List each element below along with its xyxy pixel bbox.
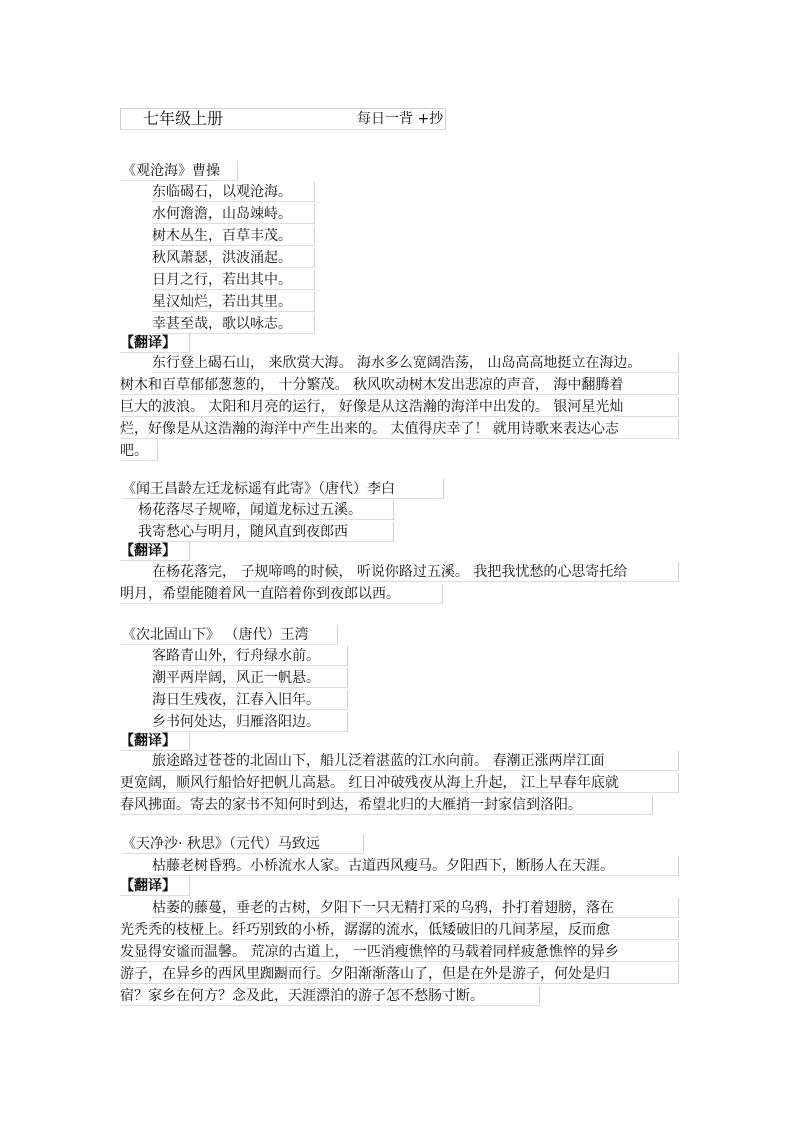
poem-line: 杨花落尽子规啼，闻道龙标过五溪。 (138, 500, 394, 520)
grade-title: 七年级上册 (143, 109, 224, 128)
translation-line: 烂，好像是从这浩瀚的海洋中产生出来的。 太值得庆幸了！ 就用诗歌来表达心志 (120, 419, 679, 439)
poem-line: 幸甚至哉，歌以咏志。 (152, 314, 315, 334)
poem-title: 《闻王昌龄左迁龙标遥有此寄》（唐代）李白 (122, 479, 444, 499)
poem-line: 潮平两岸阔，风正一帆悬。 (152, 668, 348, 688)
poem-line: 海日生残夜，江春入旧年。 (152, 690, 348, 710)
translation-label: 【翻译】 (120, 731, 190, 751)
poem-line: 东临碣石，以观沧海。 (152, 182, 315, 202)
translation-line: 游子，在异乡的西风里踟蹰而行。夕阳渐渐落山了，但是在外是游子，何处是归 (120, 964, 679, 984)
poem-line: 客路青山外，行舟绿水前。 (152, 646, 348, 666)
translation-line: 东行登上碣石山， 来欣赏大海。 海水多么宽阔浩荡， 山岛高高地挺立在海边。 (152, 353, 679, 373)
header-subtitle: 每日一背 +抄 (357, 111, 444, 127)
translation-label: 【翻译】 (120, 333, 190, 353)
translation-line: 明月，希望能随着风一直陪着你到夜郎以西。 (120, 584, 443, 604)
poem-line: 枯藤老树昏鸦。小桥流水人家。古道西风瘦马。夕阳西下，断肠人在天涯。 (152, 856, 679, 876)
translation-line: 枯萎的藤蔓，垂老的古树，夕阳下一只无精打采的乌鸦，扑打着翅膀，落在 (152, 898, 679, 918)
poem-line: 秋风萧瑟，洪波涌起。 (152, 248, 315, 268)
poem-title: 《次北固山下》 （唐代）王湾 (122, 625, 338, 645)
poem-line: 我寄愁心与明月，随风直到夜郎西 (138, 522, 394, 542)
translation-line: 春风拂面。寄去的家书不知何时到达，希望北归的大雁捎一封家信到洛阳。 (120, 795, 653, 815)
poem-title: 《天净沙· 秋思》（元代）马致远 (122, 834, 364, 854)
translation-line: 更宽阔，顺风行船恰好把帆儿高悬。 红日冲破残夜从海上升起， 江上早春年底就 (120, 773, 679, 793)
poem-line: 日月之行，若出其中。 (152, 270, 315, 290)
poem-line: 水何澹澹，山岛竦峙。 (152, 204, 315, 224)
translation-line: 发显得安谧而温馨。 荒凉的古道上， 一匹消瘦憔悴的马载着同样疲惫憔悴的异乡 (120, 942, 679, 962)
translation-line: 在杨花落完， 子规啼鸣的时候， 听说你路过五溪。 我把我忧愁的心思寄托给 (152, 562, 679, 582)
translation-line: 树木和百草郁郁葱葱的， 十分繁茂。 秋风吹动树木发出悲凉的声音， 海中翻腾着 (120, 375, 679, 395)
translation-line: 光秃秃的枝桠上。纤巧别致的小桥，潺潺的流水，低矮破旧的几间茅屋，反而愈 (120, 920, 679, 940)
translation-line: 吧。 (120, 441, 158, 461)
translation-line: 宿？家乡在何方？念及此，天涯漂泊的游子怎不愁肠寸断。 (120, 986, 540, 1006)
poem-title: 《观沧海》曹操 (122, 161, 238, 181)
translation-line: 旅途路过苍苍的北固山下，船儿泛着湛蓝的江水向前。 春潮正涨两岸江面 (152, 751, 679, 771)
poem-line: 乡书何处达，归雁洛阳边。 (152, 712, 348, 732)
poem-line: 树木丛生，百草丰茂。 (152, 226, 315, 246)
translation-line: 巨大的波浪。 太阳和月亮的运行， 好像是从这浩瀚的海洋中出发的。 银河星光灿 (120, 397, 679, 417)
translation-label: 【翻译】 (120, 876, 190, 896)
page-header (120, 108, 446, 130)
poem-line: 星汉灿烂，若出其里。 (152, 292, 315, 312)
translation-label: 【翻译】 (120, 541, 190, 561)
